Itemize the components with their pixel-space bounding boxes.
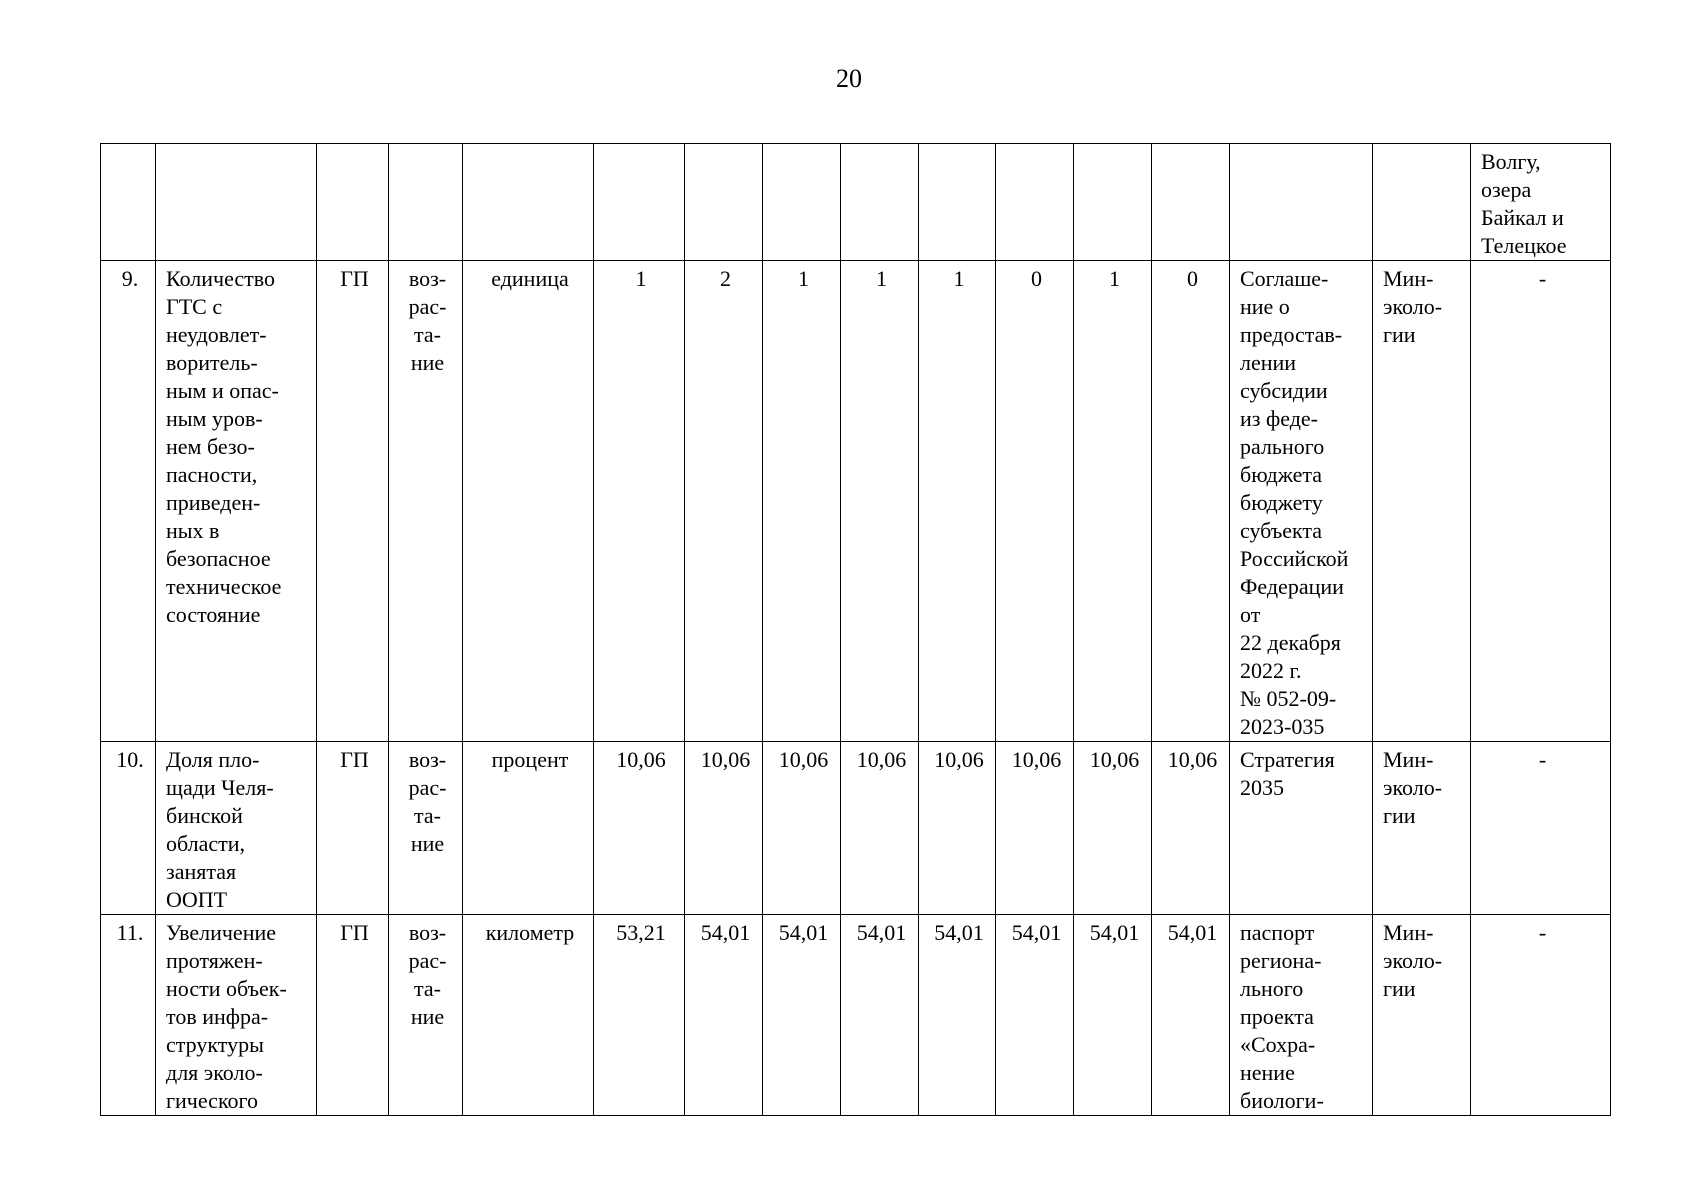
cell-value: 0	[1152, 261, 1230, 742]
cell-line: № 052-09-	[1240, 686, 1337, 711]
cell-empty	[389, 144, 463, 261]
cell-value: 1	[841, 261, 919, 742]
cell-line: озера	[1481, 177, 1532, 202]
cell-line: Байкал и	[1481, 205, 1564, 230]
cell-document	[1230, 742, 1373, 915]
cell-direction	[389, 261, 463, 742]
cell-line: воритель-	[166, 350, 258, 375]
cell-line: рас-	[408, 294, 447, 319]
cell-line: Мин-	[1383, 747, 1434, 772]
cell-line: Соглаше-	[1240, 266, 1329, 291]
cell-line: ГТС с	[166, 294, 223, 319]
cell-line: рас-	[408, 948, 447, 973]
cell-line: проекта	[1240, 1004, 1314, 1029]
table-row	[101, 261, 1611, 742]
cell-line: состояние	[166, 602, 261, 627]
cell-value: 10,06	[919, 742, 996, 915]
cell-value: 10,06	[996, 742, 1074, 915]
cell-document	[1230, 915, 1373, 1116]
cell-line: нение	[1240, 1060, 1295, 1085]
cell-responsible	[1373, 915, 1471, 1116]
cell-empty	[463, 144, 594, 261]
cell-line: области,	[166, 831, 246, 856]
cell-line: ние	[410, 831, 445, 856]
cell-value: 54,01	[919, 915, 996, 1116]
cell-note: -	[1471, 261, 1611, 742]
cell-line: та-	[414, 976, 441, 1001]
cell-line: 2023-035	[1240, 714, 1325, 739]
cell-document	[1230, 261, 1373, 742]
cell-value: 10,06	[685, 742, 763, 915]
cell-line: Российской	[1240, 546, 1349, 571]
cell-line: 2035	[1240, 775, 1284, 800]
cell-indicator-name	[156, 915, 317, 1116]
cell-line: тов инфра-	[166, 1004, 269, 1029]
cell-line: рас-	[408, 775, 447, 800]
cell-note-continuation	[1471, 144, 1611, 261]
cell-empty	[1230, 144, 1373, 261]
cell-line: субъекта	[1240, 518, 1323, 543]
cell-line: из феде-	[1240, 406, 1318, 431]
cell-line: ние о	[1240, 294, 1290, 319]
cell-empty	[1152, 144, 1230, 261]
cell-line: Увеличение	[166, 920, 277, 945]
cell-line: воз-	[408, 747, 447, 772]
cell-empty	[841, 144, 919, 261]
cell-line: щади Челя-	[166, 775, 274, 800]
cell-line: Волгу,	[1481, 149, 1541, 174]
cell-line: предостав-	[1240, 322, 1343, 347]
cell-empty	[685, 144, 763, 261]
cell-line: льного	[1240, 976, 1304, 1001]
cell-line: техническое	[166, 574, 282, 599]
cell-line: ных в	[166, 518, 220, 543]
cell-line: бюджету	[1240, 490, 1323, 515]
cell-value: 1	[919, 261, 996, 742]
cell-value: 1	[763, 261, 841, 742]
cell-empty	[317, 144, 389, 261]
cell-empty	[763, 144, 841, 261]
cell-line: для эколо-	[166, 1060, 263, 1085]
cell-note: -	[1471, 742, 1611, 915]
cell-empty	[1074, 144, 1152, 261]
cell-indicator-name	[156, 261, 317, 742]
cell-type: ГП	[317, 261, 389, 742]
cell-line: пасности,	[166, 462, 258, 487]
cell-line: та-	[414, 322, 441, 347]
cell-value: 10,06	[594, 742, 685, 915]
cell-note: -	[1471, 915, 1611, 1116]
cell-direction	[389, 742, 463, 915]
cell-number: 11.	[101, 915, 156, 1116]
cell-empty	[156, 144, 317, 261]
cell-line: занятая	[166, 859, 237, 884]
cell-line: гии	[1383, 803, 1416, 828]
cell-line: лении	[1240, 350, 1297, 375]
cell-line: ние	[410, 350, 445, 375]
cell-line: гического	[166, 1088, 258, 1113]
cell-number: 9.	[101, 261, 156, 742]
cell-line: 2022 г.	[1240, 658, 1302, 683]
cell-line: бюджета	[1240, 462, 1323, 487]
cell-value: 54,01	[763, 915, 841, 1116]
cell-line: 22 декабря	[1240, 630, 1341, 655]
cell-line: протяжен-	[166, 948, 263, 973]
cell-value: 10,06	[1074, 742, 1152, 915]
cell-line: ности объек-	[166, 976, 287, 1001]
cell-empty	[996, 144, 1074, 261]
cell-number: 10.	[101, 742, 156, 915]
cell-line: эколо-	[1383, 775, 1443, 800]
indicators-table	[100, 143, 1611, 1116]
cell-line: Федерации	[1240, 574, 1344, 599]
cell-line: ние	[410, 1004, 445, 1029]
cell-type: ГП	[317, 742, 389, 915]
cell-line: от	[1240, 602, 1261, 627]
cell-type: ГП	[317, 915, 389, 1116]
cell-value: 54,01	[1152, 915, 1230, 1116]
cell-line: ООПТ	[166, 887, 228, 912]
cell-unit: единица	[463, 261, 594, 742]
cell-line: ным уров-	[166, 406, 263, 431]
cell-empty	[919, 144, 996, 261]
cell-line: «Сохра-	[1240, 1032, 1316, 1057]
cell-value: 10,06	[841, 742, 919, 915]
cell-value: 53,21	[594, 915, 685, 1116]
cell-value: 54,01	[841, 915, 919, 1116]
cell-line: субсидии	[1240, 378, 1328, 403]
cell-line: бинской	[166, 803, 243, 828]
cell-empty	[1373, 144, 1471, 261]
cell-indicator-name	[156, 742, 317, 915]
cell-line: гии	[1383, 322, 1416, 347]
table-row-continuation	[101, 144, 1611, 261]
cell-line: нем безо-	[166, 434, 255, 459]
cell-line: приведен-	[166, 490, 261, 515]
cell-value: 10,06	[1152, 742, 1230, 915]
cell-line: Стратегия	[1240, 747, 1335, 772]
cell-line: структуры	[166, 1032, 264, 1057]
cell-line: биологи-	[1240, 1088, 1324, 1113]
cell-value: 54,01	[996, 915, 1074, 1116]
cell-line: воз-	[408, 920, 447, 945]
cell-line: Мин-	[1383, 266, 1434, 291]
cell-value: 54,01	[685, 915, 763, 1116]
cell-line: паспорт	[1240, 920, 1315, 945]
cell-empty	[594, 144, 685, 261]
cell-value: 54,01	[1074, 915, 1152, 1116]
cell-line: та-	[414, 803, 441, 828]
cell-line: рального	[1240, 434, 1325, 459]
cell-line: гии	[1383, 976, 1416, 1001]
cell-line: Количество	[166, 266, 276, 291]
cell-line: регионa-	[1240, 948, 1322, 973]
cell-line: ным и опас-	[166, 378, 279, 403]
table-row	[101, 915, 1611, 1116]
cell-value: 1	[594, 261, 685, 742]
page-number: 20	[836, 64, 862, 93]
cell-line: Мин-	[1383, 920, 1434, 945]
cell-line: Телецкое	[1481, 233, 1567, 258]
cell-unit: километр	[463, 915, 594, 1116]
cell-value: 1	[1074, 261, 1152, 742]
table-row	[101, 742, 1611, 915]
cell-responsible	[1373, 742, 1471, 915]
cell-value: 0	[996, 261, 1074, 742]
cell-value: 10,06	[763, 742, 841, 915]
cell-line: эколо-	[1383, 948, 1443, 973]
cell-direction	[389, 915, 463, 1116]
cell-responsible	[1373, 261, 1471, 742]
cell-empty	[101, 144, 156, 261]
cell-line: неудовлет-	[166, 322, 267, 347]
cell-line: Доля пло-	[166, 747, 260, 772]
cell-unit: процент	[463, 742, 594, 915]
cell-line: воз-	[408, 266, 447, 291]
cell-line: эколо-	[1383, 294, 1443, 319]
cell-line: безопасное	[166, 546, 271, 571]
cell-value: 2	[685, 261, 763, 742]
